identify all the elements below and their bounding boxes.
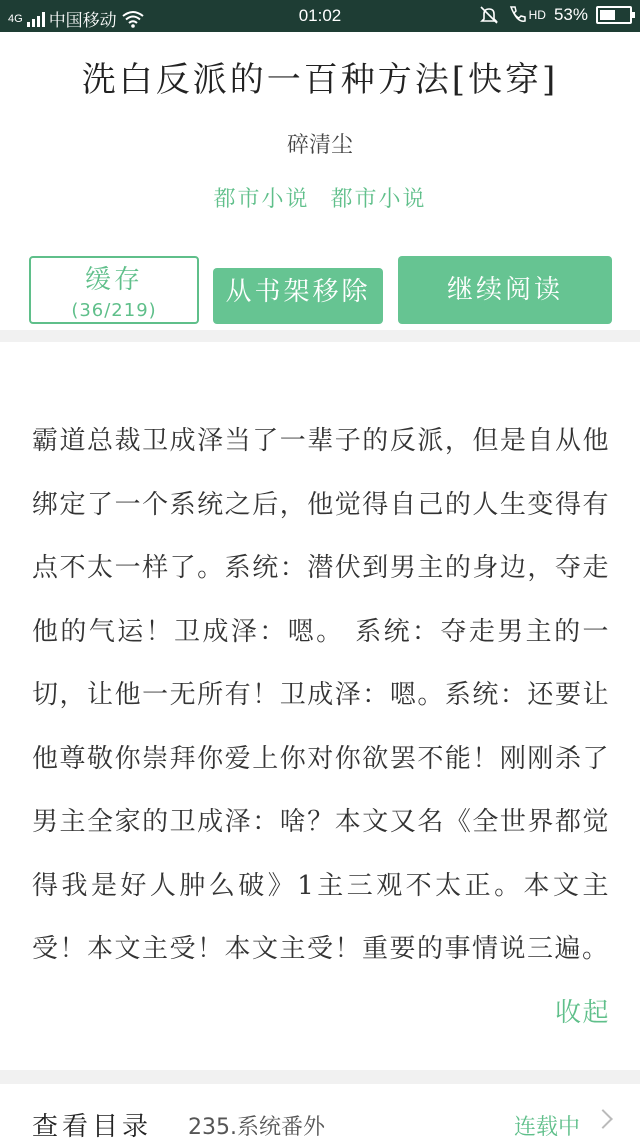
battery-percent: 53% bbox=[553, 5, 588, 24]
book-title: 洗白反派的一百种方法[快穿] bbox=[81, 60, 559, 100]
cache-button-label: 缓存 bbox=[84, 265, 143, 295]
tag-category[interactable]: 都市小说 bbox=[213, 187, 310, 212]
chevron-right-icon bbox=[593, 1109, 613, 1129]
mute-icon bbox=[479, 5, 499, 25]
latest-chapter: 235.系统番外 bbox=[188, 1115, 325, 1138]
carrier-name: 中国移动 bbox=[48, 11, 117, 30]
remove-from-shelf-button[interactable] bbox=[213, 268, 383, 324]
remove-from-shelf-label: 从书架移除 bbox=[225, 277, 371, 307]
continue-reading-label: 继续阅读 bbox=[446, 275, 563, 305]
network-type: 4G bbox=[8, 12, 23, 25]
toc-label: 查看目录 bbox=[32, 1112, 153, 1138]
continue-reading-button[interactable] bbox=[398, 256, 612, 324]
collapse-link[interactable]: 收起 bbox=[554, 997, 610, 1028]
hd-badge: HD bbox=[528, 8, 546, 22]
cache-progress: (36/219) bbox=[71, 300, 157, 322]
book-tags bbox=[0, 182, 640, 213]
synopsis-text: 霸道总裁卫成泽当了一辈子的反派，但是自从他绑定了一个系统之后，他觉得自己的人生变得有点不太一样了。系统：潜伏到男主的身边，夺走他的气运！卫成泽：嗯。 系统：夺走男主的一切，让他一无所有！卫成泽：嗯。系统：还要让他尊敬你崇拜你爱上你对你欲罢不能！刚刚杀了男主全家的卫成泽：啥？本文又名《全世界都觉得我是好人肿么破》1主三观不太正。本文主受！本文主受！本文主受！重要的事情说三遍。 bbox=[32, 426, 610, 964]
section-divider bbox=[0, 1070, 640, 1084]
status-right bbox=[479, 5, 632, 25]
section-divider bbox=[0, 330, 640, 342]
tag-category[interactable]: 都市小说 bbox=[330, 187, 427, 212]
clock: 01:02 bbox=[298, 6, 342, 25]
status-bar bbox=[0, 0, 640, 32]
table-of-contents-row[interactable] bbox=[0, 1084, 640, 1138]
book-author[interactable]: 碎清尘 bbox=[286, 133, 353, 158]
book-synopsis bbox=[32, 410, 610, 1045]
serial-status: 连载中 bbox=[513, 1115, 580, 1138]
cache-button[interactable] bbox=[29, 256, 199, 324]
call-icon bbox=[507, 5, 527, 25]
battery-icon bbox=[596, 6, 632, 24]
battery-level bbox=[600, 10, 615, 20]
